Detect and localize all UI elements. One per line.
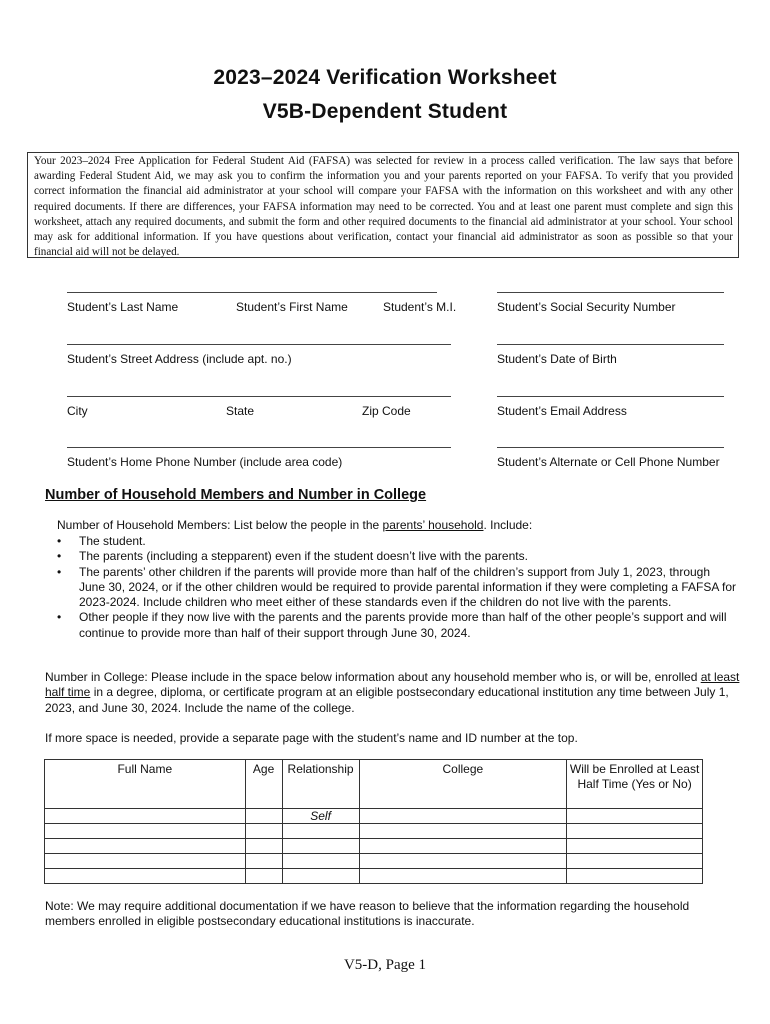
student-last-name-label: Student’s Last Name bbox=[67, 300, 179, 314]
student-street-label: Student’s Street Address (include apt. no.) bbox=[67, 352, 292, 366]
table-cell[interactable] bbox=[567, 809, 703, 824]
household-bullets bbox=[57, 534, 737, 641]
table-cell[interactable] bbox=[245, 854, 282, 869]
student-email-label: Student’s Email Address bbox=[497, 404, 627, 418]
intro-box: Your 2023–2024 Free Application for Federal Student Aid (FAFSA) was selected for review in a process called verification. The law says that before awarding Federal Student Aid, we may ask you to confirm the information you and your parents reported on your FAFSA. To verify that you provided correct information the financial aid administrator at your school will compare your FAFSA with the information on this worksheet and with any other required documents. If there are differences, your FAFSA information may need to be corrected. You and at least one parent must complete and sign this worksheet, attach any required documents, and submit the form and other required documents to the financial aid administrator at your school. Your school may ask for additional information. If you have questions about verification, contact your financial aid administrator as soon as possible so that your financial aid will not be delayed. bbox=[27, 152, 739, 258]
student-home-phone-label: Student’s Home Phone Number (include area code) bbox=[67, 455, 343, 469]
student-first-name-label: Student’s First Name bbox=[236, 300, 348, 314]
student-dob-line[interactable] bbox=[497, 344, 724, 345]
table-row bbox=[45, 839, 703, 854]
table-cell[interactable] bbox=[245, 824, 282, 839]
number-in-college-text bbox=[45, 670, 740, 716]
student-city-state-zip-line[interactable] bbox=[67, 396, 451, 397]
college-text-start: Number in College: Please include in the space below information about any household member who is, or will be, enrolled bbox=[45, 670, 701, 684]
table-cell[interactable] bbox=[359, 839, 567, 854]
table-cell[interactable] bbox=[282, 839, 359, 854]
student-dob-label: Student’s Date of Birth bbox=[497, 352, 617, 366]
table-cell[interactable] bbox=[359, 869, 567, 884]
table-cell[interactable] bbox=[45, 839, 246, 854]
table-cell[interactable] bbox=[359, 854, 567, 869]
table-cell[interactable] bbox=[45, 854, 246, 869]
household-intro-text: Number of Household Members: List below the people in the bbox=[57, 518, 383, 532]
student-email-line[interactable] bbox=[497, 396, 724, 397]
table-cell[interactable] bbox=[282, 869, 359, 884]
table-cell[interactable] bbox=[567, 824, 703, 839]
relationship-header: Relationship bbox=[282, 760, 359, 809]
table-cell[interactable] bbox=[567, 869, 703, 884]
college-header: College bbox=[359, 760, 567, 809]
college-text-end: in a degree, diploma, or certificate program at an eligible postsecondary educational institution any time between July 1, 2023, and June 30, 2024. Include the name of the college. bbox=[45, 685, 729, 715]
student-ssn-line[interactable] bbox=[497, 292, 724, 293]
age-header: Age bbox=[245, 760, 282, 809]
relationship-self-cell: Self bbox=[282, 809, 359, 824]
half-time-term: at least half time bbox=[45, 670, 740, 700]
student-mi-label: Student’s M.I. bbox=[383, 300, 457, 314]
list-item: • The student. bbox=[57, 534, 737, 549]
student-ssn-label: Student’s Social Security Number bbox=[497, 300, 676, 314]
more-space-text: If more space is needed, provide a separate page with the student’s name and ID number at the top. bbox=[45, 731, 578, 745]
list-item: • Other people if they now live with the parents and the parents provide more than half of the other people’s support and will continue to provide more than half of their support through June 30, 2024. bbox=[57, 610, 737, 641]
table-cell[interactable] bbox=[45, 869, 246, 884]
table-cell[interactable] bbox=[567, 854, 703, 869]
full-name-header: Full Name bbox=[45, 760, 246, 809]
table-cell[interactable] bbox=[245, 869, 282, 884]
household-heading: Number of Household Members and Number in College bbox=[45, 487, 427, 503]
enrolled-header: Will be Enrolled at Least Half Time (Yes or No) bbox=[567, 760, 703, 809]
student-street-line[interactable] bbox=[67, 344, 451, 345]
household-table bbox=[44, 759, 703, 884]
table-cell[interactable] bbox=[359, 809, 567, 824]
table-cell[interactable] bbox=[282, 854, 359, 869]
table-cell[interactable] bbox=[45, 824, 246, 839]
household-intro bbox=[57, 518, 532, 532]
household-intro-end: . Include: bbox=[483, 518, 533, 532]
page-subtitle: V5B-Dependent Student bbox=[262, 100, 508, 123]
student-alt-phone-label: Student’s Alternate or Cell Phone Number bbox=[497, 455, 720, 469]
student-home-phone-line[interactable] bbox=[67, 447, 451, 448]
table-row bbox=[45, 869, 703, 884]
table-row bbox=[45, 824, 703, 839]
household-note: Note: We may require additional documentation if we have reason to believe that the information regarding the household members enrolled in eligible postsecondary educational institutions is inaccurate. bbox=[45, 899, 690, 929]
table-row bbox=[45, 854, 703, 869]
table-header-row bbox=[45, 760, 703, 809]
student-name-line[interactable] bbox=[67, 292, 437, 293]
student-zip-label: Zip Code bbox=[362, 404, 411, 418]
table-cell[interactable] bbox=[359, 824, 567, 839]
list-item: • The parents (including a stepparent) even if the student doesn’t live with the parents. bbox=[57, 549, 737, 564]
page-number: V5-D, Page 1 bbox=[343, 957, 427, 973]
list-item: • The parents’ other children if the parents will provide more than half of the children’s support from July 1, 2023, through June 30, 2024, or if the other children would be required to provide parental information if they were completing a FAFSA for 2023-2024. Include children who meet either of these standards even if the children do not live with the parents. bbox=[57, 565, 737, 611]
table-cell[interactable] bbox=[45, 809, 246, 824]
table-cell[interactable] bbox=[567, 839, 703, 854]
student-alt-phone-line[interactable] bbox=[497, 447, 724, 448]
table-cell[interactable] bbox=[245, 809, 282, 824]
parents-household-term: parents’ household bbox=[382, 518, 484, 532]
page-title: 2023–2024 Verification Worksheet bbox=[213, 66, 557, 89]
table-row bbox=[45, 809, 703, 824]
table-cell[interactable] bbox=[245, 839, 282, 854]
student-state-label: State bbox=[226, 404, 255, 418]
student-city-label: City bbox=[67, 404, 88, 418]
table-cell[interactable] bbox=[282, 824, 359, 839]
